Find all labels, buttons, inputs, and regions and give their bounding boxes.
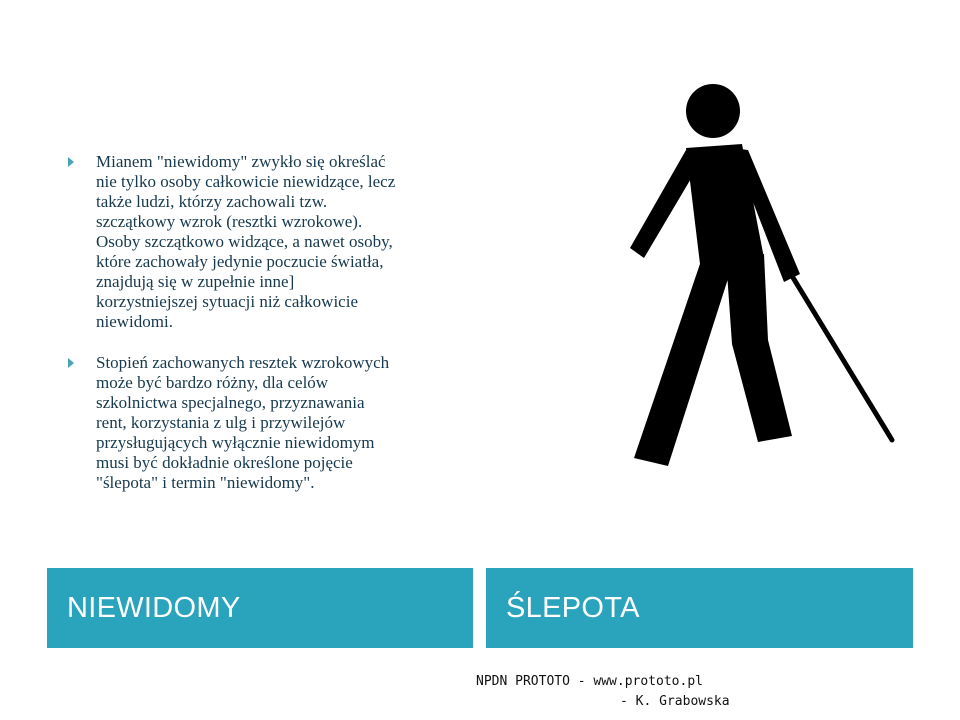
footer-line-1: NPDN PROTOTO - www.prototo.pl [476,674,703,689]
bullet-text-2: Stopień zachowanych resztek wzrokowych może być bardzo różny, dla celów szkolnictwa specjalnego, przyznawania rent, korzystania z ulg i przywilejów przysługujących wyłącznie niewidomym musi być dokładnie określone pojęcie "ślepota" i termin "niewidomy". [96,353,390,492]
white-cane [792,276,892,440]
bullet-text-1: Mianem "niewidomy" zwykło się określać nie tylko osoby całkowicie niewidzące, lecz także ludzi, którzy zachowali tzw. szczątkowy wzrok (resztki wzrokowe). Osoby szczątkowo widzące, a nawet osoby, które zachowały jedynie poczucie światła, znajdują się w zupełnie inne] korzystniejszej sytuacji niż całkowicie niewidomi. [96,152,396,331]
bullet-list [68,152,468,493]
label-slepota: ŚLEPOTA [506,591,640,624]
figure-rear-arm [630,150,702,258]
figure-image [616,78,912,470]
figure-rear-leg [634,258,734,466]
triangle-bullet-icon [68,157,74,167]
label-niewidomy: NIEWIDOMY [67,591,241,624]
blind-person-with-cane-icon [616,78,912,470]
label-box-niewidomy [47,568,473,648]
footer [476,672,730,712]
figure-front-leg [726,254,792,442]
bullet-item-1 [68,152,468,332]
bullet-item-2 [68,353,468,493]
figure-head [686,84,740,138]
footer-line-2: - K. Grabowska [620,694,730,709]
label-box-slepota [486,568,913,648]
triangle-bullet-icon [68,358,74,368]
